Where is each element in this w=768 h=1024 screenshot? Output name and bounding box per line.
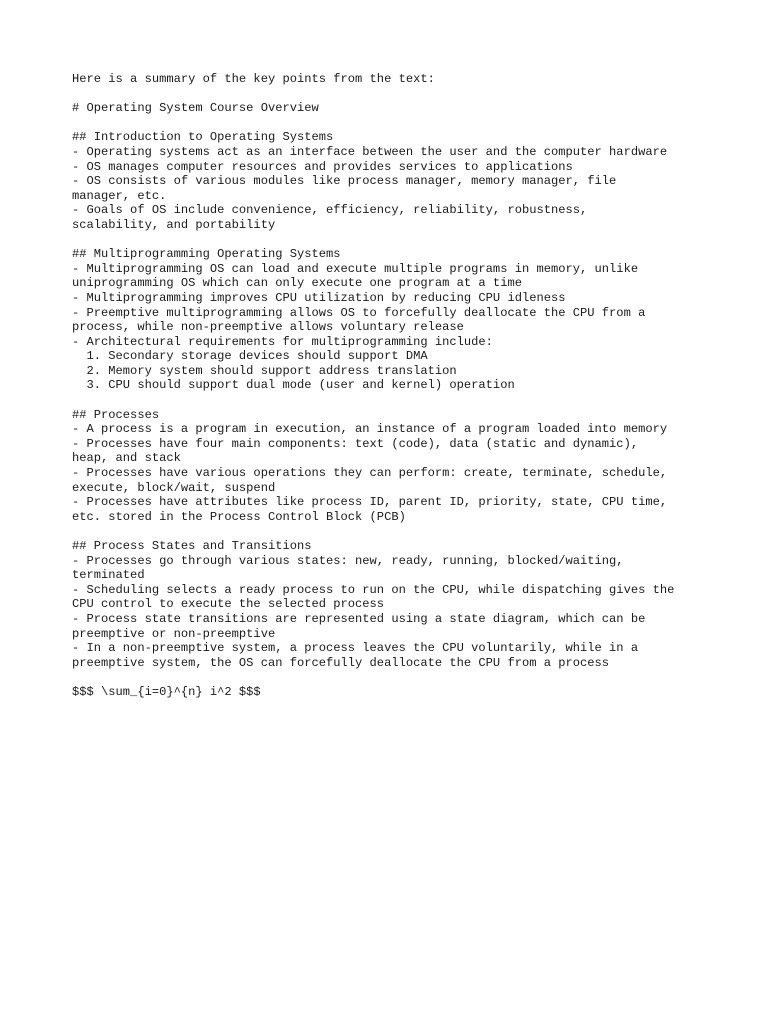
numbered-item: 2. Memory system should support address translation [72, 363, 457, 378]
section-heading: ## Processes [72, 407, 160, 422]
bullet-line: - A process is a program in execution, an instance of a program loaded into memory [72, 422, 668, 437]
bullet-line: - Goals of OS include convenience, efficiency, reliability, robustness, [72, 203, 588, 218]
bullet-line: - Processes have various operations they can perform: create, terminate, schedule, [72, 466, 668, 481]
bullet-line: CPU control to execute the selected process [72, 597, 385, 612]
blank-line [72, 87, 712, 102]
formula-line: $$$ \sum_{i=0}^{n} i^2 $$$ [72, 684, 261, 699]
bullet-line: uniprogramming OS which can only execute one program at a time [72, 276, 522, 291]
bullet-line: - Processes go through various states: new, ready, running, blocked/waiting, [72, 553, 624, 568]
bullet-line: - Multiprogramming improves CPU utilization by reducing CPU idleness [72, 290, 566, 305]
bullet-line: - Process state transitions are represented using a state diagram, which can be [72, 611, 646, 626]
bullet-line: - OS manages computer resources and provides services to applications [72, 159, 573, 174]
blank-line [72, 524, 712, 539]
section-heading: ## Process States and Transitions [72, 539, 312, 553]
bullet-line: heap, and stack [72, 451, 181, 466]
blank-line [72, 116, 712, 131]
bullet-line: - OS consists of various modules like process manager, memory manager, file [72, 174, 617, 189]
bullet-line: - In a non-preemptive system, a process leaves the CPU voluntarily, while in a [72, 641, 639, 656]
document-title: # Operating System Course Overview [72, 101, 319, 116]
bullet-line: manager, etc. [72, 188, 167, 203]
bullet-line: - Processes have four main components: text (code), data (static and dynamic), [72, 436, 639, 451]
bullet-line: - Architectural requirements for multiprogramming include: [72, 334, 493, 349]
bullet-line: process, while non-preemptive allows voluntary release [72, 320, 464, 335]
bullet-line: - Scheduling selects a ready process to run on the CPU, while dispatching gives the [72, 582, 675, 597]
numbered-item: 3. CPU should support dual mode (user and kernel) operation [72, 378, 515, 393]
document-page [72, 72, 712, 700]
bullet-line: - Processes have attributes like process ID, parent ID, priority, state, CPU time, [72, 495, 668, 510]
blank-line [72, 393, 712, 408]
section-heading: ## Multiprogramming Operating Systems [72, 247, 341, 262]
section-heading: ## Introduction to Operating Systems [72, 130, 334, 145]
bullet-line: etc. stored in the Process Control Block (PCB) [72, 509, 406, 524]
bullet-line: terminated [72, 568, 145, 583]
bullet-line: - Multiprogramming OS can load and execute multiple programs in memory, unlike [72, 261, 639, 276]
bullet-line: execute, block/wait, suspend [72, 480, 276, 495]
bullet-line: preemptive or non-preemptive [72, 626, 276, 641]
intro-line: Here is a summary of the key points from the text: [72, 72, 435, 86]
bullet-line: scalability, and portability [72, 217, 276, 232]
numbered-item: 1. Secondary storage devices should support DMA [72, 349, 428, 364]
bullet-line: preemptive system, the OS can forcefully deallocate the CPU from a process [72, 655, 610, 670]
bullet-line: - Preemptive multiprogramming allows OS to forcefully deallocate the CPU from a [72, 305, 646, 320]
bullet-line: - Operating systems act as an interface between the user and the computer hardware [72, 144, 668, 159]
blank-line [72, 233, 712, 248]
blank-line [72, 670, 712, 685]
